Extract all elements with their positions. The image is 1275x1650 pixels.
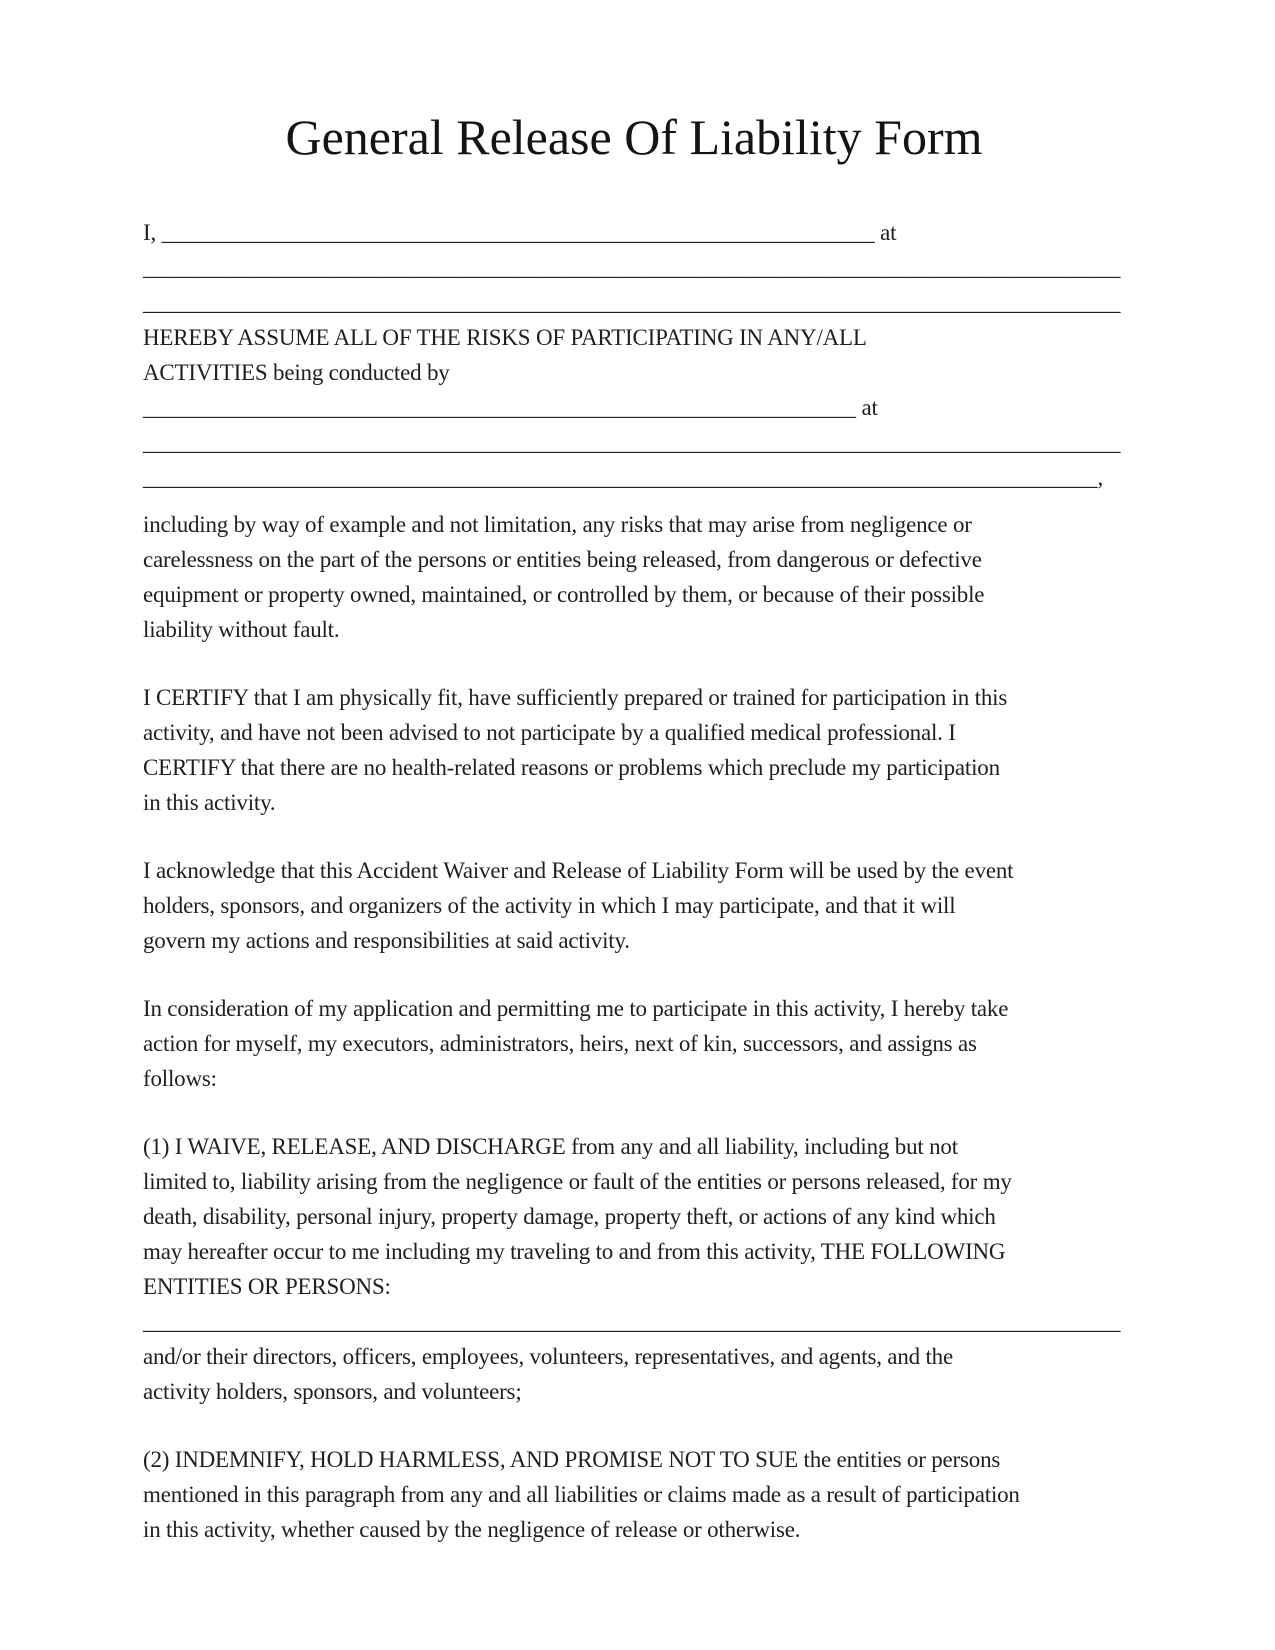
text-line: follows:: [143, 1066, 217, 1091]
activity-location-blank-line: [143, 425, 1125, 460]
text-line: In consideration of my application and permitting me to participate in this activity, I hereby take: [143, 996, 1009, 1021]
releasor-name-line: I, ______________________________________________________________ at: [143, 220, 897, 245]
text-line: ENTITIES OR PERSONS:: [143, 1274, 391, 1299]
conducted-by-line: ACTIVITIES being conducted by: [143, 360, 450, 385]
text-line: holders, sponsors, and organizers of the activity in which I may participate, and that it will: [143, 893, 956, 918]
releasor-address-blank-line: [143, 250, 1125, 285]
fill-in-blank: _____________________________________________________________________________________: [143, 1309, 1121, 1334]
text-line: may hereafter occur to me including my traveling to and from this activity, THE FOLLOWING: [143, 1239, 1006, 1264]
releasor-address-blank-line-2: [143, 285, 1125, 320]
text-line: activity holders, sponsors, and volunteers;: [143, 1379, 522, 1404]
fill-in-blank: ______________________________________________________________: [143, 395, 856, 420]
text-line: govern my actions and responsibilities at said activity.: [143, 928, 630, 953]
assume-risks-line: HEREBY ASSUME ALL OF THE RISKS OF PARTICIPATING IN ANY/ALL: [143, 325, 867, 350]
text-line: mentioned in this paragraph from any and all liabilities or claims made as a result of participation: [143, 1482, 1020, 1507]
acknowledge-paragraph: [143, 853, 1125, 958]
text-line: carelessness on the part of the persons or entities being released, from dangerous or defective: [143, 547, 982, 572]
fill-in-blank: _____________________________________________________________________________________: [143, 430, 1121, 455]
text-line: in this activity, whether caused by the negligence of release or otherwise.: [143, 1517, 801, 1542]
activity-location-blank-line-2: ___________________________________________________________________________________,: [143, 465, 1104, 490]
text-line: in this activity.: [143, 790, 276, 815]
organizer-name-line: ______________________________________________________________ at: [143, 395, 878, 420]
document-title: General Release Of Liability Form: [285, 109, 983, 165]
text-line: CERTIFY that there are no health-related reasons or problems which preclude my participation: [143, 755, 1000, 780]
text-line: I CERTIFY that I am physically fit, have sufficiently prepared or trained for participation in this: [143, 685, 1008, 710]
text-line: death, disability, personal injury, property damage, property theft, or actions of any kind which: [143, 1204, 996, 1229]
text-line: and/or their directors, officers, employees, volunteers, representatives, and agents, and the: [143, 1344, 953, 1369]
fill-in-header-block: [143, 215, 1125, 495]
fill-in-blank: _____________________________________________________________________________________: [143, 255, 1121, 280]
entities-blank-line: [143, 1304, 1125, 1339]
fill-in-blank: ______________________________________________________________: [161, 220, 875, 245]
text-line: limited to, liability arising from the negligence or fault of the entities or persons released, for my: [143, 1169, 1012, 1194]
text-line: (2) INDEMNIFY, HOLD HARMLESS, AND PROMISE NOT TO SUE the entities or persons: [143, 1447, 1001, 1472]
waive-release-paragraph: [143, 1129, 1125, 1409]
text-line: including by way of example and not limitation, any risks that may arise from negligence or: [143, 512, 972, 537]
fill-in-blank: _____________________________________________________________________________________: [143, 290, 1121, 315]
risks-paragraph: [143, 507, 1125, 647]
text-line: action for myself, my executors, administrators, heirs, next of kin, successors, and assigns as: [143, 1031, 977, 1056]
text-line: activity, and have not been advised to not participate by a qualified medical professional. I: [143, 720, 956, 745]
certify-paragraph: [143, 680, 1125, 820]
fill-in-blank: ___________________________________________________________________________________: [143, 465, 1098, 490]
text-line: I acknowledge that this Accident Waiver and Release of Liability Form will be used by the event: [143, 858, 1014, 883]
text-line: equipment or property owned, maintained, or controlled by them, or because of their possible: [143, 582, 985, 607]
consideration-paragraph: [143, 991, 1125, 1096]
document-body: [143, 215, 1125, 1547]
text-line: (1) I WAIVE, RELEASE, AND DISCHARGE from any and all liability, including but not: [143, 1134, 958, 1159]
text-line: liability without fault.: [143, 617, 340, 642]
indemnify-paragraph: [143, 1442, 1125, 1547]
